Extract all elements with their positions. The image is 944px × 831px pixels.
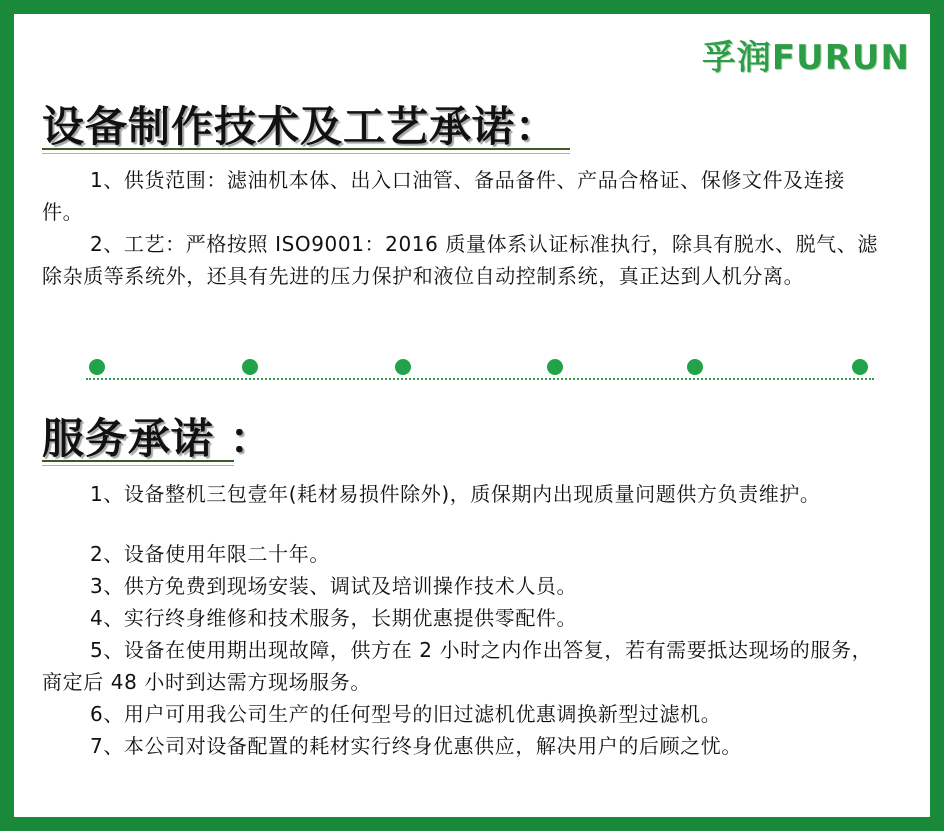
service-item-4: 4、实行终身维修和技术服务，长期优惠提供零配件。 <box>90 606 578 630</box>
tech-item-2: 2、工艺：严格按照 ISO9001：2016 质量体系认证标准执行，除具有脱水、脱气、滤除杂质等系统外，还具有先进的压力保护和液位自动控制系统，真正达到人机分离。 <box>42 232 878 288</box>
divider-dot <box>687 359 703 375</box>
title-underline <box>42 148 570 150</box>
divider-dot <box>242 359 258 375</box>
service-item-1: 1、设备整机三包壹年(耗材易损件除外)，质保期内出现质量问题供方负责维护。 <box>90 482 821 506</box>
divider-dot <box>547 359 563 375</box>
divider-dot <box>852 359 868 375</box>
service-item-6: 6、用户可用我公司生产的任何型号的旧过滤机优惠调换新型过滤机。 <box>90 702 722 726</box>
divider-dot <box>395 359 411 375</box>
service-item-3: 3、供方免费到现场安装、调试及培训操作技术人员。 <box>90 574 578 598</box>
title-underline <box>42 465 234 466</box>
dotted-divider <box>86 378 874 380</box>
divider-dot <box>89 359 105 375</box>
furun-logo: 孚润FURUN <box>701 38 910 78</box>
section-title-service: 服务承诺 ： <box>42 414 273 463</box>
service-item-5: 5、设备在使用期出现故障，供方在 2 小时之内作出答复，若有需要抵达现场的服务，商定后 48 小时到达需方现场服务。 <box>42 638 873 694</box>
title-underline <box>42 460 234 462</box>
section-title-technology: 设备制作技术及工艺承诺： <box>42 102 559 151</box>
tech-item-1: 1、供货范围：滤油机本体、出入口油管、备品备件、产品合格证、保修文件及连接件。 <box>42 168 845 224</box>
service-item-2: 2、设备使用年限二十年。 <box>90 542 330 566</box>
title-underline <box>42 153 570 154</box>
service-item-7: 7、本公司对设备配置的耗材实行终身优惠供应，解决用户的后顾之忧。 <box>90 734 742 758</box>
